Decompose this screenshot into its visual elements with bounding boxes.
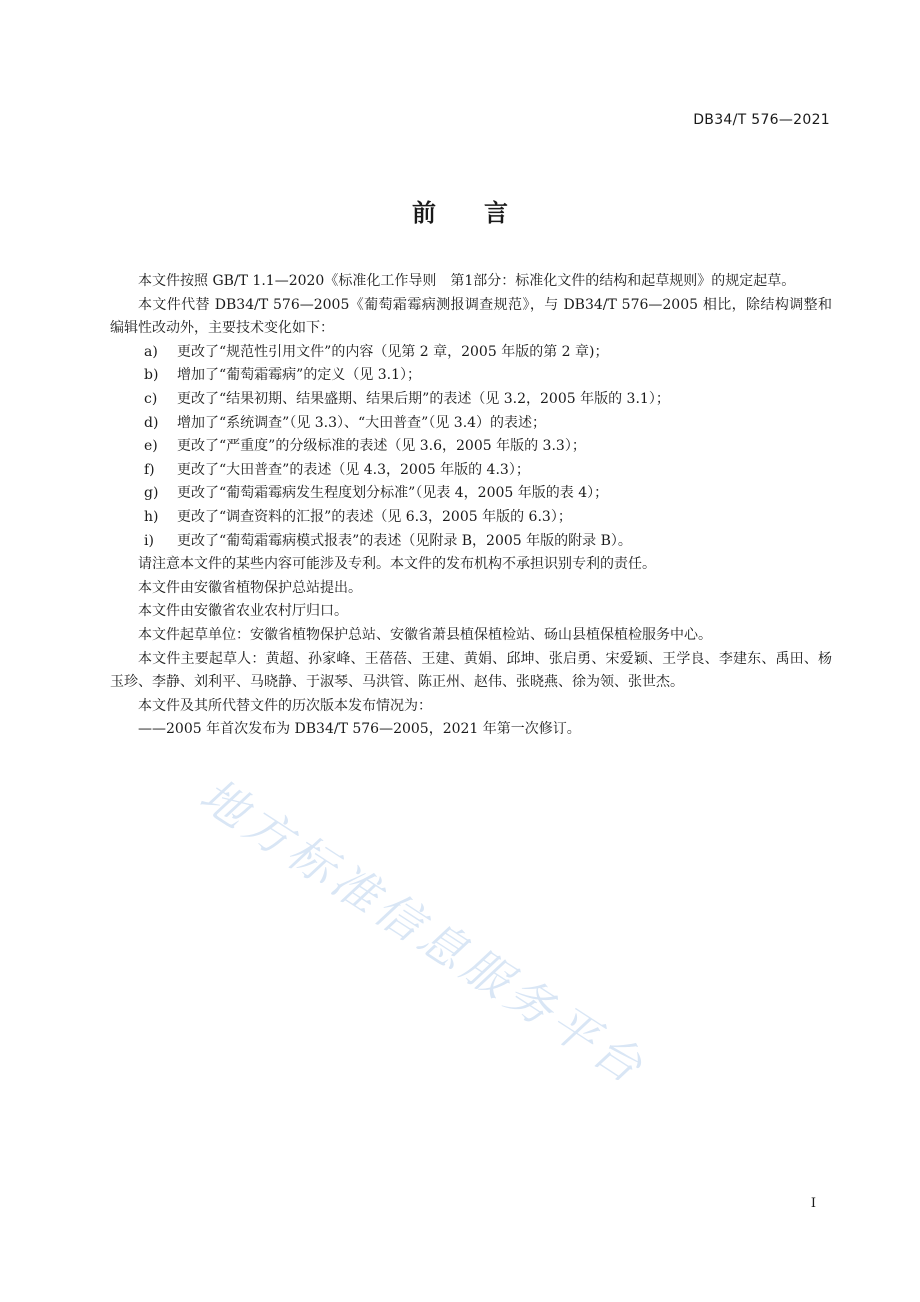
version-history-heading: 本文件及其所代替文件的历次版本发布情况为：	[138, 697, 432, 714]
list-item	[110, 459, 832, 483]
changes-list	[110, 341, 832, 553]
list-marker: e)	[144, 438, 158, 455]
list-text: 更改了“葡萄霜霉病模式报表”的表述（见附录 B，2005 年版的附录 B）。	[177, 532, 632, 549]
list-text: 增加了“系统调查”（见 3.3）、“大田普查”（见 3.4）的表述；	[177, 414, 547, 431]
list-text: 更改了“大田普查”的表述（见 4.3，2005 年版的 4.3）；	[177, 461, 530, 478]
list-text: 更改了“葡萄霜霉病发生程度划分标准”（见表 4，2005 年版的表 4）；	[177, 485, 609, 502]
list-marker: g)	[144, 485, 159, 502]
version-history-entry: ——2005 年首次发布为 DB34/T 576—2005，2021 年第一次修订。	[138, 721, 581, 738]
list-item	[110, 482, 832, 506]
list-text: 增加了“葡萄霜霉病”的定义（见 3.1）；	[177, 367, 422, 384]
page-number: I	[810, 1196, 816, 1211]
centralized-unit-paragraph: 本文件由安徽省农业农村厅归口。	[138, 603, 348, 620]
list-marker: h)	[144, 508, 159, 525]
list-item	[110, 341, 832, 365]
list-item	[110, 412, 832, 436]
list-marker: c)	[144, 390, 158, 407]
replacement-paragraph: 本文件代替 DB34/T 576—2005《葡萄霜霉病测报调查规范》，与 DB34/T 576—2005 相比，除结构调整和编辑性改动外，主要技术变化如下：	[110, 296, 832, 337]
list-item	[110, 435, 832, 459]
list-marker: f)	[144, 461, 155, 478]
list-marker: i)	[144, 532, 154, 549]
list-item	[110, 388, 832, 412]
list-item	[110, 530, 832, 554]
list-marker: b)	[144, 367, 159, 384]
list-text: 更改了“严重度”的分级标准的表述（见 3.6，2005 年版的 3.3）；	[177, 438, 586, 455]
proposer-paragraph: 本文件由安徽省植物保护总站提出。	[138, 579, 362, 596]
watermark: 地方标准信息服务平台	[190, 767, 657, 1097]
list-text: 更改了“规范性引用文件”的内容（见第 2 章，2005 年版的第 2 章)；	[177, 343, 609, 360]
list-item	[110, 364, 832, 388]
drafting-units-paragraph: 本文件起草单位：安徽省植物保护总站、安徽省萧县植保植检站、砀山县植保植检服务中心。	[138, 626, 712, 643]
list-text: 更改了“结果初期、结果盛期、结果后期”的表述（见 3.2，2005 年版的 3.1）；	[177, 390, 670, 407]
foreword-body	[110, 270, 832, 742]
list-marker: a)	[144, 343, 158, 360]
list-marker: d)	[144, 414, 159, 431]
list-text: 更改了“调查资料的汇报”的表述（见 6.3，2005 年版的 6.3）；	[177, 508, 572, 525]
drafting-basis-paragraph: 本文件按照 GB/T 1.1—2020《标准化工作导则 第1部分：标准化文件的结构和起草规则》的规定起草。	[138, 273, 796, 289]
patent-notice-paragraph: 请注意本文件的某些内容可能涉及专利。本文件的发布机构不承担识别专利的责任。	[138, 556, 656, 573]
drafters-paragraph: 本文件主要起草人：黄超、孙家峰、王蓓蓓、王建、黄娟、邱坤、张启勇、宋爱颖、王学良、李建东、禹田、杨玉珍、李静、刘利平、马晓静、于淑琴、马洪管、陈正州、赵伟、张晓燕、徐为领、张世杰。	[110, 650, 832, 691]
page-title: 前言	[412, 199, 556, 227]
list-item	[110, 506, 832, 530]
document-code: DB34/T 576—2021	[693, 112, 830, 128]
